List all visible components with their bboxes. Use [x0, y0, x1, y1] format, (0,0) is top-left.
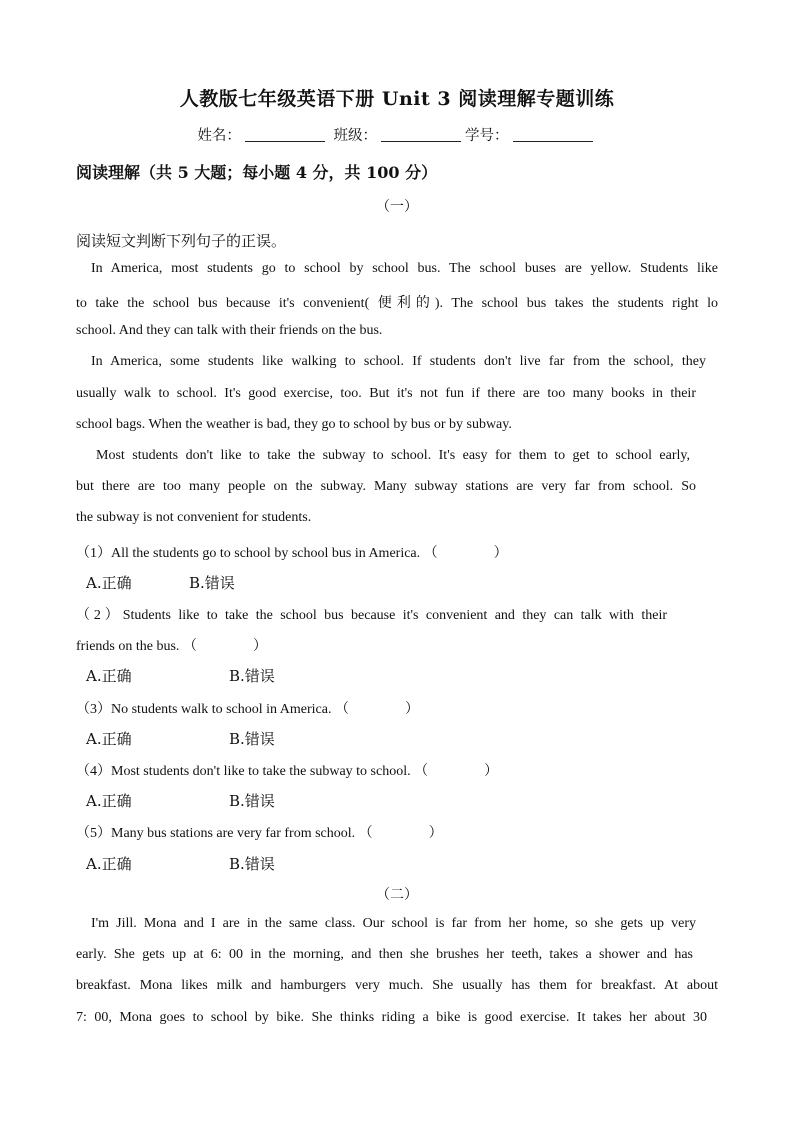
answer-paren[interactable]: （ ） [414, 764, 499, 779]
question-1 [76, 542, 718, 562]
passage-line: usually walk to school. It's good exercise, too. But it's not fun if there are too many books in their [76, 386, 696, 401]
number-label: 学号： [465, 128, 509, 144]
passage-line: 7: 00, Mona goes to school by bike. She thinks riding a bike is good exercise. It takes her about 30 [76, 1010, 707, 1025]
question-3 [76, 698, 718, 718]
passage-line: breakfast. Mona likes milk and hamburgers very much. She usually has them for breakfast. At about [76, 978, 718, 993]
option-a[interactable]: A.正确 [86, 574, 132, 592]
option-b[interactable]: B.错误 [229, 792, 275, 810]
question-4-text: （4）Most students don't like to take the subway to school. [76, 764, 411, 779]
answer-paren[interactable]: （ ） [423, 546, 508, 561]
option-a[interactable]: A.正确 [86, 792, 132, 810]
page-title: 人教版七年级英语下册 Unit 3 阅读理解专题训练 [179, 88, 615, 110]
student-info [0, 124, 794, 145]
option-b[interactable]: B.错误 [229, 667, 275, 685]
question-2 [76, 635, 718, 655]
passage-line: but there are too many people on the subway. Many subway stations are very far from school. So [76, 479, 696, 494]
passage-line: early. She gets up at 6: 00 in the morning, and then she brushes her teeth, takes a shower and has [76, 947, 693, 962]
option-b[interactable]: B.错误 [229, 855, 275, 873]
number-blank[interactable] [513, 127, 593, 142]
question-2-text-cont: friends on the bus. [76, 639, 180, 654]
question-5 [76, 822, 718, 842]
passage-line: In America, some students like walking to school. If students don't live far from the school, they [91, 354, 706, 369]
option-b[interactable]: B.错误 [189, 574, 235, 592]
passage-line: I'm Jill. Mona and I are in the same class. Our school is far from her home, so she gets up very [91, 916, 696, 931]
option-b[interactable]: B.错误 [229, 730, 275, 748]
name-label: 姓名： [197, 128, 241, 144]
name-blank[interactable] [245, 127, 325, 142]
class-label: 班级： [333, 128, 378, 144]
passage-line: In America, most students go to school by school bus. The school buses are yellow. Students like [91, 261, 718, 276]
section-heading: 阅读理解（共 5 大题；每小题 4 分，共 100 分） [76, 163, 438, 182]
question-3-text: （3）No students walk to school in America. [76, 702, 332, 717]
question-4 [76, 760, 718, 780]
question-2-text: （2）Students like to take the school bus because it's convenient and they can talk with their [76, 608, 667, 623]
answer-paren[interactable]: （ ） [334, 702, 419, 717]
passage-line: the subway is not convenient for students. [76, 510, 312, 525]
answer-paren[interactable]: （ ） [358, 826, 443, 841]
answer-paren[interactable]: （ ） [182, 639, 267, 654]
passage-line: to take the school bus because it's convenient( 便利的). The school bus takes the students right lo [76, 296, 718, 311]
part2-label: （二） [376, 887, 418, 903]
part1-instruction: 阅读短文判断下列句子的正误。 [76, 232, 287, 250]
option-a[interactable]: A.正确 [86, 855, 132, 873]
passage-line: Most students don't like to take the subway to school. It's easy for them to get to school early, [96, 448, 690, 463]
question-5-text: （5）Many bus stations are very far from school. [76, 826, 356, 841]
passage-line: school bags. When the weather is bad, they go to school by bus or by subway. [76, 417, 512, 432]
question-1-text: （1）All the students go to school by school bus in America. [76, 546, 421, 561]
part1-label: （一） [376, 199, 418, 215]
option-a[interactable]: A.正确 [86, 667, 132, 685]
passage-line: school. And they can talk with their friends on the bus. [76, 323, 383, 338]
class-blank[interactable] [381, 127, 461, 142]
option-a[interactable]: A.正确 [86, 730, 132, 748]
